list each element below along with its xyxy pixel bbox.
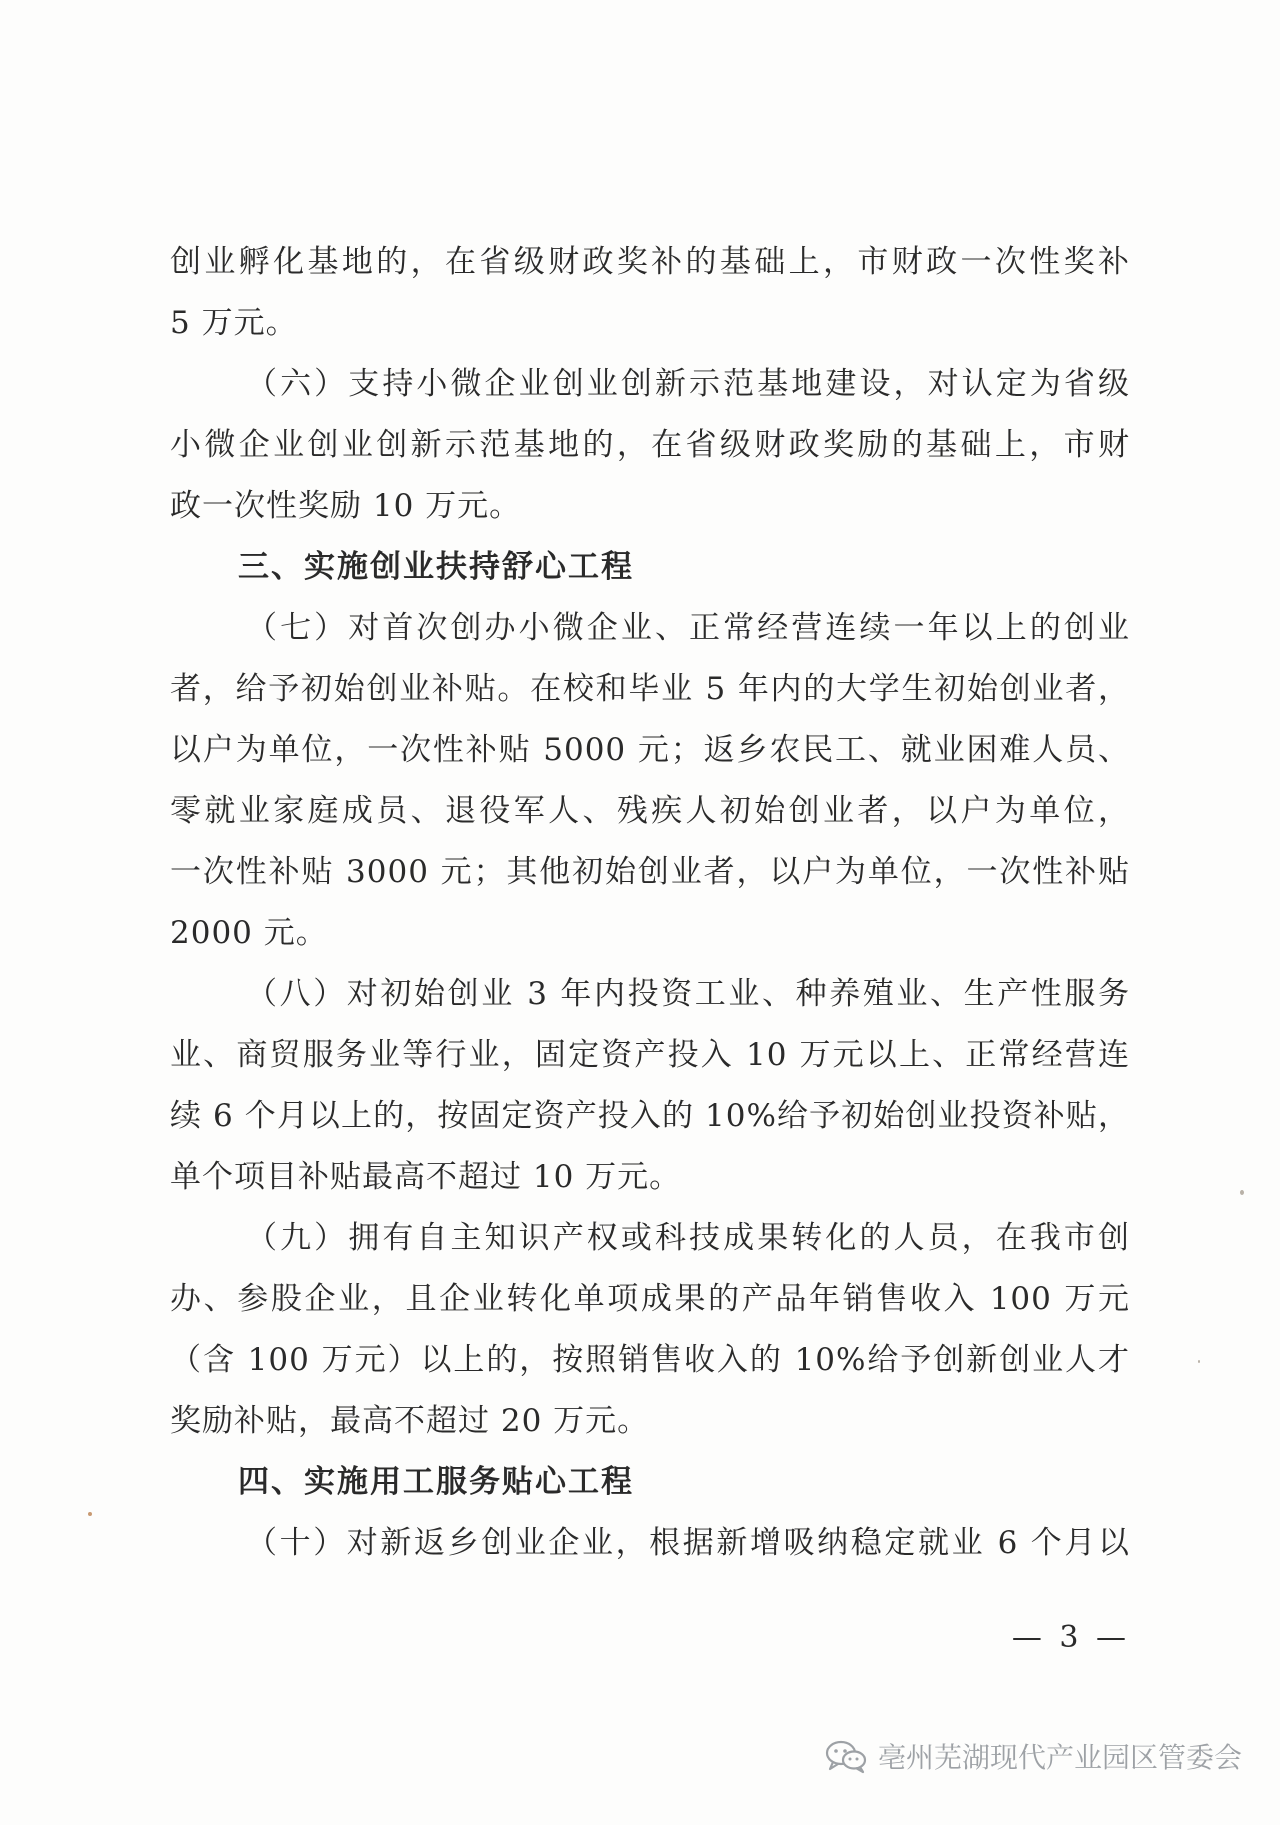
body-line: 以户为单位，一次性补贴 5000 元；返乡农民工、就业困难人员、 (170, 732, 1130, 768)
body-line: 业、商贸服务业等行业，固定资产投入 10 万元以上、正常经营连 (170, 1037, 1130, 1073)
body-line: 一次性补贴 3000 元；其他初始创业者，以户为单位，一次性补贴 (170, 854, 1130, 890)
body-line: 2000 元。 (170, 915, 328, 951)
section-heading-four: 四、实施用工服务贴心工程 (238, 1464, 634, 1500)
paragraph-six-start: （六）支持小微企业创业创新示范基地建设，对认定为省级 (246, 366, 1130, 402)
paragraph-seven-start: （七）对首次创办小微企业、正常经营连续一年以上的创业 (246, 610, 1130, 646)
watermark-text: 亳州芜湖现代产业园区管委会 (877, 1741, 1242, 1774)
section-heading-three: 三、实施创业扶持舒心工程 (238, 549, 634, 585)
page-number: — 3 — (1011, 1620, 1130, 1655)
document-body (170, 232, 1130, 1574)
body-line: 办、参股企业，且企业转化单项成果的产品年销售收入 100 万元 (170, 1281, 1130, 1317)
body-line: 奖励补贴，最高不超过 20 万元。 (170, 1403, 650, 1439)
paragraph-ten-start: （十）对新返乡创业企业，根据新增吸纳稳定就业 6 个月以 (246, 1525, 1130, 1561)
body-line: （含 100 万元）以上的，按照销售收入的 10%给予创新创业人才 (170, 1342, 1130, 1378)
body-line: 者，给予初始创业补贴。在校和毕业 5 年内的大学生初始创业者， (170, 671, 1130, 707)
body-line: 零就业家庭成员、退役军人、残疾人初始创业者，以户为单位， (170, 793, 1130, 829)
paragraph-eight-start: （八）对初始创业 3 年内投资工业、种养殖业、生产性服务 (246, 976, 1130, 1012)
body-line: 续 6 个月以上的，按固定资产投入的 10%给予初始创业投资补贴， (170, 1098, 1130, 1134)
scan-speck (1198, 1360, 1200, 1363)
scan-speck (1240, 1190, 1244, 1195)
body-line: 5 万元。 (170, 305, 298, 341)
body-line: 单个项目补贴最高不超过 10 万元。 (170, 1159, 682, 1195)
wechat-icon (824, 1738, 868, 1774)
scan-speck (88, 1512, 92, 1516)
body-line: 小微企业创业创新示范基地的，在省级财政奖励的基础上，市财 (170, 427, 1130, 463)
body-line: 创业孵化基地的，在省级财政奖补的基础上，市财政一次性奖补 (170, 244, 1130, 280)
body-line: 政一次性奖励 10 万元。 (170, 488, 522, 524)
paragraph-nine-start: （九）拥有自主知识产权或科技成果转化的人员，在我市创 (246, 1220, 1130, 1256)
account-watermark (824, 1736, 1242, 1776)
